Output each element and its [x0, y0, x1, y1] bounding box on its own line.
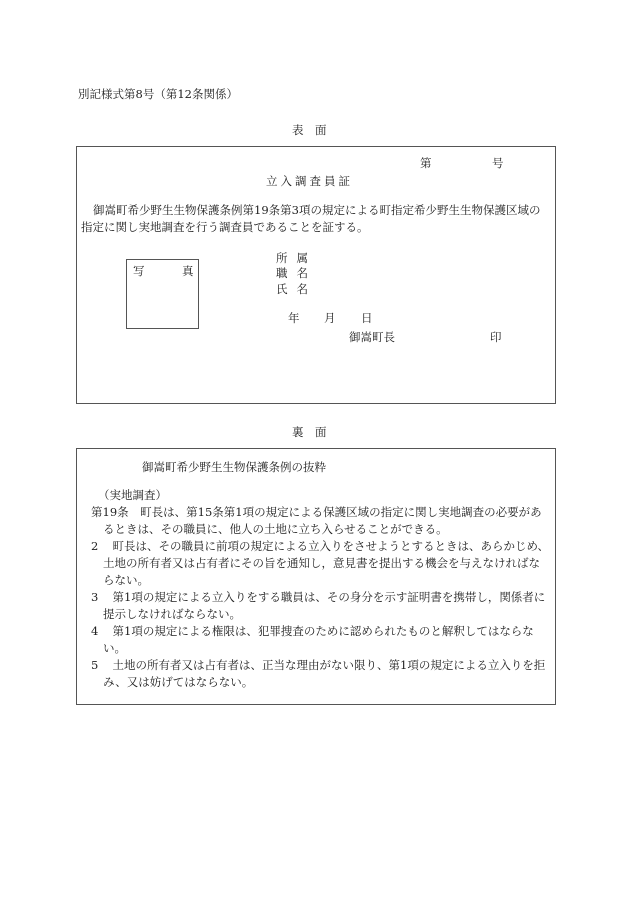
item-5-line-2: み、又は妨げてはならない。	[103, 675, 254, 689]
photo-label-left: 写	[133, 264, 145, 278]
item-number: 4	[91, 624, 99, 638]
field-affiliation: 所属	[276, 251, 317, 265]
item-2-line-3: らない。	[103, 573, 149, 587]
item-number: 2	[91, 539, 99, 553]
item-3-line-2: 提示しなければならない。	[103, 607, 241, 621]
article-caption: （実地調査）	[98, 488, 167, 502]
field-name: 氏名	[276, 282, 317, 296]
card-title: 立入調査員証	[266, 174, 353, 188]
back-side-label: 裏 面	[292, 425, 327, 439]
front-side-label: 表 面	[292, 123, 327, 137]
item-4-line-1: 第1項の規定による権限は、犯罪捜査のために認められたものと解釈してはならな	[101, 624, 534, 638]
front-body-line-1: 御嵩町希少野生生物保護条例第19条第3項の規定による町指定希少野生生物保護区域の	[93, 203, 541, 217]
photo-box	[126, 259, 199, 329]
item-3-line-1: 第1項の規定による立入りをする職員は、その身分を示す証明書を携帯し，関係者に	[101, 590, 546, 604]
item-number: 3	[91, 590, 99, 604]
item-2-line-1: 町長は、その職員に前項の規定による立入りをさせようとするときは、あらかじめ、	[101, 539, 550, 553]
front-body-line-2: 指定に関し実地調査を行う調査員であることを証する。	[81, 220, 369, 234]
number-prefix: 第	[420, 156, 432, 170]
item-4-line-2: い。	[103, 641, 126, 655]
number-suffix: 号	[492, 156, 504, 170]
date-day: 日	[361, 311, 373, 325]
field-job-title: 職名	[276, 266, 317, 280]
item-5-line-1: 土地の所有者又は占有者は、正当な理由がない限り、第1項の規定による立入りを拒	[101, 658, 546, 672]
item-2-line-2: 土地の所有者又は占有者にその旨を通知し，意見書を提出する機会を与えなければな	[103, 556, 540, 570]
back-heading: 御嵩町希少野生生物保護条例の抜粋	[142, 460, 326, 474]
photo-label-right: 真	[182, 264, 194, 278]
article-line-2: るときは、その職員に、他人の土地に立ち入らせることができる。	[103, 522, 448, 536]
item-number: 5	[91, 658, 99, 672]
date-month: 月	[324, 311, 336, 325]
issuer: 御嵩町長	[349, 330, 395, 344]
date-year: 年	[288, 311, 300, 325]
form-reference: 別記様式第8号（第12条関係）	[78, 87, 238, 101]
seal-mark: 印	[490, 330, 502, 344]
article-line-1: 第19条 町長は、第15条第1項の規定による保護区域の指定に関し実地調査の必要があ	[91, 505, 542, 519]
